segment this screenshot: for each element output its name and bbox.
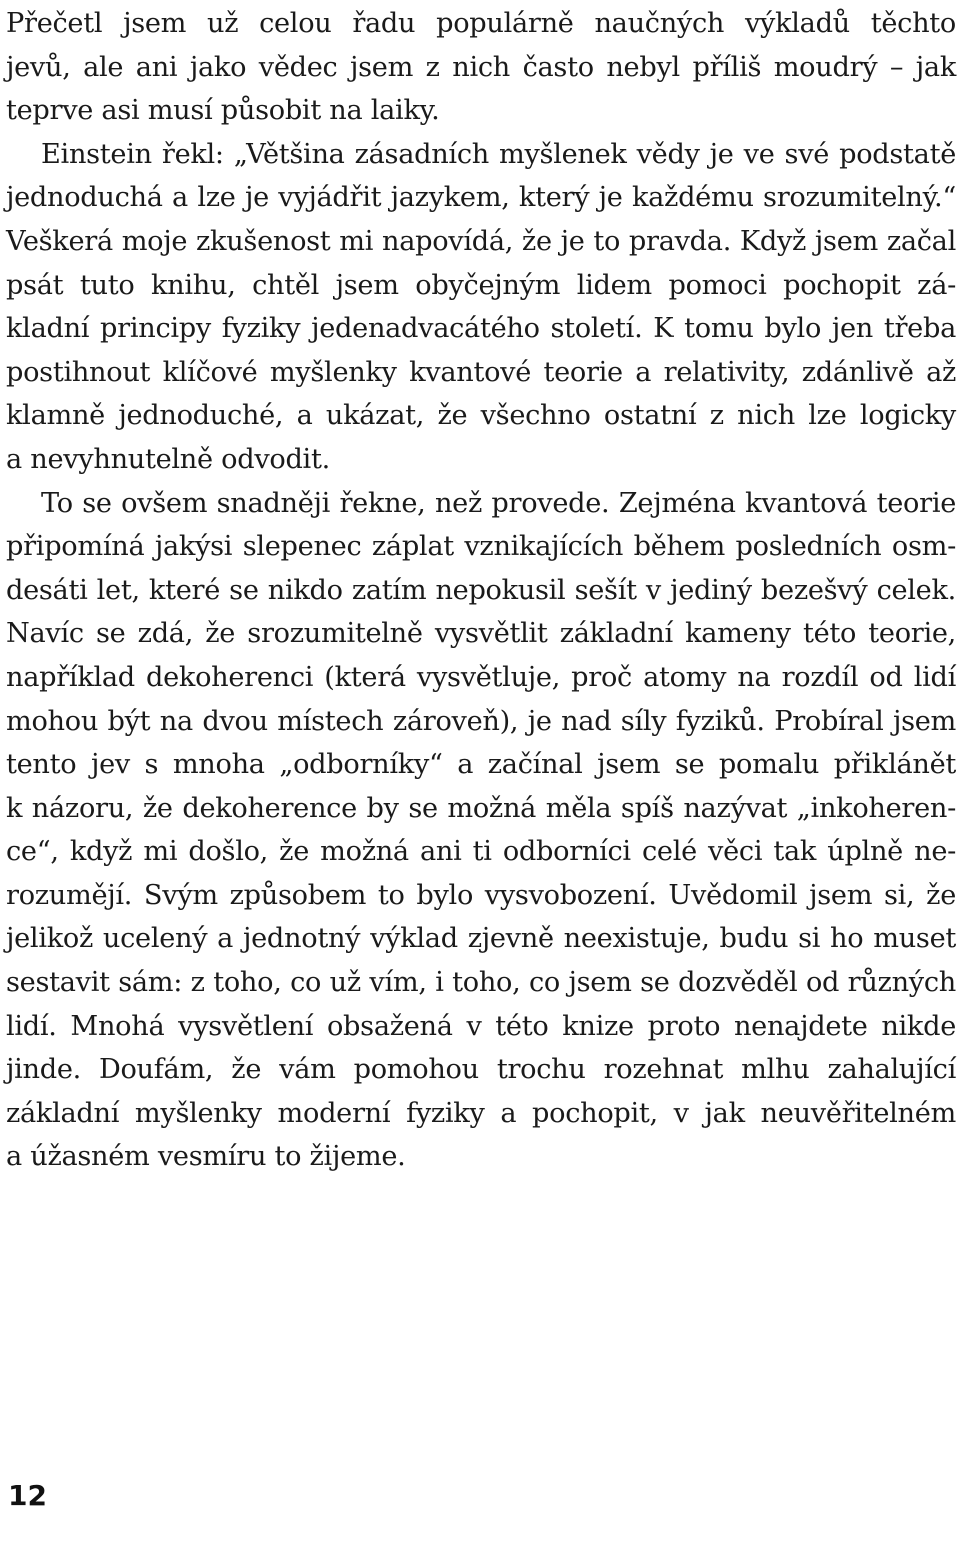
page-number: 12: [8, 1479, 47, 1512]
text-line: připomíná jakýsi slepenec záplat vznikajících během posledních osm-: [6, 531, 956, 563]
text-line: jelikož ucelený a jednotný výklad zjevně neexistuje, budu si ho muset: [6, 923, 956, 955]
text-line: teprve asi musí působit na laiky.: [6, 95, 440, 127]
text-line: sestavit sám: z toho, co už vím, i toho, co jsem se dozvěděl od různých: [6, 967, 956, 999]
text-line: a nevyhnutelně odvodit.: [6, 443, 330, 475]
text-line: ce“, když mi došlo, že možná ani ti odborníci celé věci tak úplně ne-: [6, 836, 956, 868]
text-line: To se ovšem snadněji řekne, než provede. Zejména kvantová teorie: [41, 487, 956, 519]
text-line: mohou být na dvou místech zároveň), je nad síly fyziků. Probíral jsem: [6, 705, 956, 737]
text-line: postihnout klíčové myšlenky kvantové teorie a relativity, zdánlivě až: [6, 356, 956, 388]
text-line: rozumějí. Svým způsobem to bylo vysvobození. Uvědomil jsem si, že: [6, 879, 956, 911]
text-line: jevů, ale ani jako vědec jsem z nich často nebyl příliš moudrý – jak: [6, 51, 956, 83]
book-page-text: [6, 2, 956, 1179]
text-line: a úžasném vesmíru to žijeme.: [6, 1141, 406, 1173]
text-line: lidí. Mnohá vysvětlení obsažená v této knize proto nenajdete nikde: [6, 1010, 956, 1042]
text-line: tento jev s mnoha „odborníky“ a začínal jsem se pomalu přiklánět: [6, 749, 956, 781]
text-line: jednoduchá a lze je vyjádřit jazykem, který je každému srozumitelný.“: [6, 182, 956, 214]
text-line: desáti let, které se nikdo zatím nepokusil sešít v jediný bezešvý celek.: [6, 574, 956, 606]
text-line: k názoru, že dekoherence by se možná měla spíš nazývat „inkoheren-: [6, 792, 956, 824]
text-line: Einstein řekl: „Většina zásadních myšlenek vědy je ve své podstatě: [41, 138, 956, 170]
text-line: například dekoherenci (která vysvětluje, proč atomy na rozdíl od lidí: [6, 661, 956, 693]
text-line: Navíc se zdá, že srozumitelně vysvětlit základní kameny této teorie,: [6, 618, 956, 650]
text-line: základní myšlenky moderní fyziky a pochopit, v jak neuvěřitelném: [6, 1097, 956, 1129]
text-line: Přečetl jsem už celou řadu populárně naučných výkladů těchto: [6, 8, 956, 39]
text-line: klamně jednoduché, a ukázat, že všechno ostatní z nich lze logicky: [6, 400, 956, 432]
text-line: jinde. Doufám, že vám pomohou trochu rozehnat mlhu zahalující: [6, 1054, 956, 1086]
text-line: kladní principy fyziky jedenadvacátého století. K tomu bylo jen třeba: [6, 313, 956, 345]
text-line: psát tuto knihu, chtěl jsem obyčejným lidem pomoci pochopit zá-: [6, 269, 956, 301]
text-line: Veškerá moje zkušenost mi napovídá, že je to pravda. Když jsem začal: [6, 225, 956, 257]
